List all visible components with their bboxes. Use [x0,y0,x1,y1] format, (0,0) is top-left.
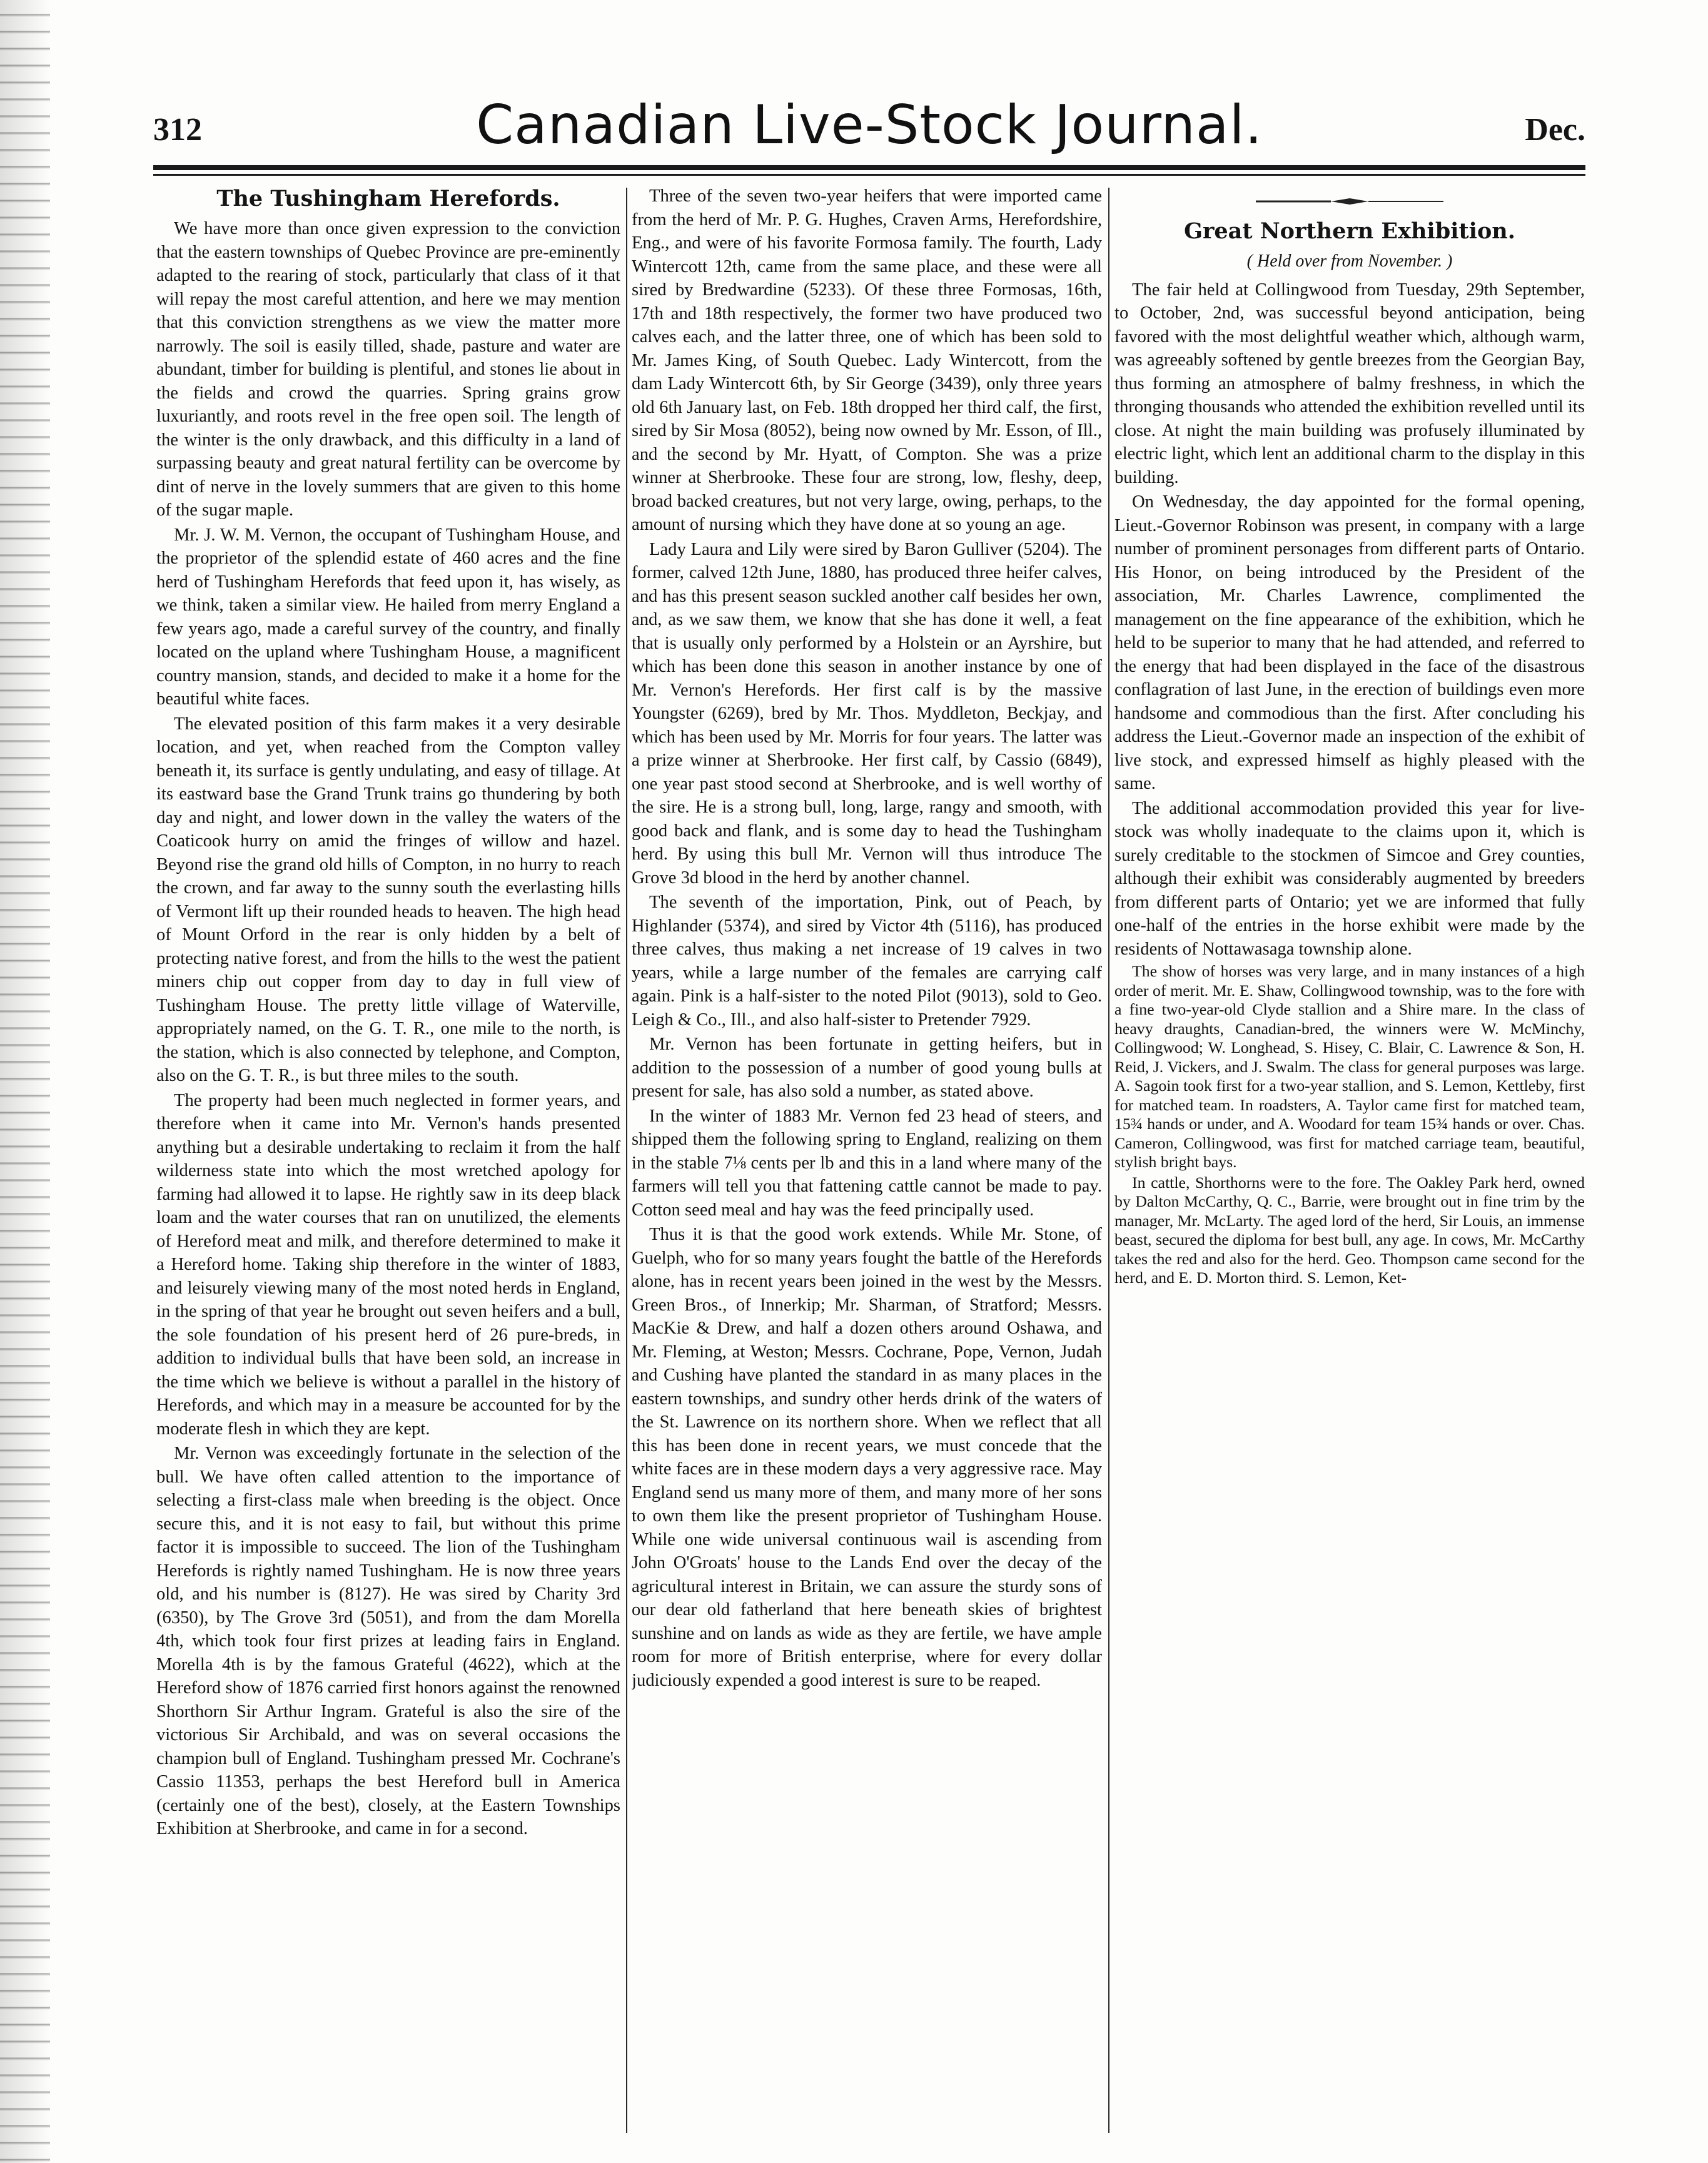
article-paragraph: The elevated position of this farm makes it a very desirable location, and yet, when reached from the Compton valley beneath it, its surface is gently undulating, and easy of tillage. At its eastward base the Grand Trunk trains go thundering by both day and night, and lower down in the valley the waters of the Coaticook hurry on amid the fringes of willow and hazel. Beyond rise the grand old hills of Compton, in no hurry to reach the crown, and far away to the sunny south the everlasting hills of Vermont lift up their rounded heads to heaven. The high head of Mount Orford in the rear is only hidden by a belt of protecting native forest, and from the hills to the west the patient miners chip out copper from day to day in full view of Tushingham House. The pretty little village of Waterville, appropriately named, on the G. T. R., one mile to the north, is the station, which is also connected by telephone, and Compton, also on the G. T. R., is but three miles to the south. [156,714,620,1085]
article-paragraph: In the winter of 1883 Mr. Vernon fed 23 head of steers, and shipped them the following spring to England, realizing on them in the stable 7⅛ cents per lb and this in a land where many of the farmers will tell you that fattening cattle cannot be made to pay. Cotton seed meal and hay was the feed principally used. [632,1106,1102,1220]
column-2 [632,185,1102,2136]
article-subtitle: ( Held over from November. ) [1246,251,1453,271]
scan-binding-edge [0,0,50,2163]
article-paragraph: Mr. Vernon has been fortunate in getting heifers, but in addition to the possession of a number of good young bulls at present for sale, has also sold a number, as stated above. [632,1035,1102,1101]
article-paragraph: The seventh of the importation, Pink, out of Peach, by Highlander (5374), and sired by Victor 4th (5116), has produced three calves, thus making a net increase of 19 calves in two years, while a large number of the females are carrying calf again. Pink is a half-sister to the noted Pilot (9013), sold to Geo. Leigh & Co., Ill., and also half-sister to Pretender 7929. [632,893,1102,1030]
column-3 [1114,185,1585,2136]
column-divider [1108,188,1109,2133]
article-paragraph: On Wednesday, the day appointed for the formal opening, Lieut.-Governor Robinson was present, in company with a large number of prominent personages from different parts of Ontario. His Honor, on being introduced by the President of the association, Mr. Charles Lawrence, complimented the management on the fine appearance of the exhibition, which he held to be superior to many that he had attended, and referred to the energy that had been displayed in the face of the disastrous conflagration of last June, in the erection of buildings even more handsome and commodious than the first. After concluding his address the Lieut.-Governor made an inspection of the exhibit of live stock, and expressed himself as highly pleased with the same. [1114,492,1585,793]
page-header [153,94,1585,163]
article-paragraph: The show of horses was very large, and in many instances of a high order of merit. Mr. E. Shaw, Collingwood township, was to the fore with a fine two-year-old Clyde stallion and a Shire mare. In the class of heavy draughts, Canadian-bred, the winners were W. McMinchy, Collingwood; W. Longhead, S. Hisey, C. Blair, C. Lawrence & Son, H. Reid, J. Vickers, and J. Swalm. The class for general purposes was large. A. Sagoin took first for a two-year stallion, and S. Lemon, Kettleby, first for matched team. In roadsters, A. Taylor came first for matched team, 15¾ hands or under, and A. Woodard for team 15¾ hands or over. Chas. Cameron, Collingwood, was first for matched carriage team, beautiful, stylish bright bays. [1114,962,1585,1171]
article-paragraph: Thus it is that the good work extends. While Mr. Stone, of Guelph, who for so many years fought the battle of the Herefords alone, has in recent years been joined in the west by the Messrs. Green Bros., of Innerkip; Mr. Sharman, of Stratford; Messrs. MacKie & Drew, and half a dozen others around Oshawa, and Mr. Fleming, at Weston; Messrs. Cochrane, Pope, Vernon, Judah and Cushing have planted the standard in as many places in the eastern townships, and sundry other herds drink of the waters of the St. Lawrence on its northern shore. When we reflect that all this has been done in recent years, we must concede that the white faces are in these modern days a very aggressive race. May England send us many more of them, and many more of her sons to own them like the present proprietor of Tushingham House. While one wide universal continuous wail is ascending from John O'Groats' house to the Lands End over the decay of the agricultural interest in Britain, we can assure the sturdy sons of our dear old fatherland that here beneath skies of brightest sunshine and on lands as wide as they are fertile, we have ample room for more of British enterprise, where for every dollar judiciously expended a good interest is sure to be reaped. [632,1225,1102,1690]
article-title-exhibition: Great Northern Exhibition. [1184,218,1515,244]
page-number: 312 [153,112,202,148]
section-divider-ornament [1256,197,1443,206]
column-divider [626,188,627,2133]
article-paragraph: We have more than once given expression to the conviction that the eastern townships of Quebec Province are pre-eminently adapted to the rearing of stock, particularly that class of it that will repay the most careful attention, and here we may mention that this conviction strengthens as we view the matter more narrowly. The soil is easily tilled, shade, pasture and water are abundant, timber for building is plentiful, and stones lie about in the fields and crowd the quarries. Spring grains grow luxuriantly, and roots revel in the free open soil. The length of the winter is the only drawback, and this difficulty in a land of surpassing beauty and great natural fertility can be overcome by dint of nerve in the lovely summers that are given to this home of the sugar maple. [156,219,620,520]
header-rule-thin [153,174,1585,176]
article-paragraph: Mr. J. W. M. Vernon, the occupant of Tushingham House, and the proprietor of the splendid estate of 460 acres and the fine herd of Tushingham Herefords that feed upon it, has wisely, as we think, taken a similar view. He hailed from merry England a few years ago, made a careful survey of the country, and finally located on the upland where Tushingham House, a magnificent country mansion, stands, and decided to make it a home for the beautiful white faces. [156,525,620,709]
article-title-tushingham: The Tushingham Herefords. [216,186,560,211]
article-paragraph: The fair held at Collingwood from Tuesday, 29th September, to October, 2nd, was successful beyond anticipation, being favored with the most delightful weather which, although warm, was agreeably softened by gentle breezes from the Georgian Bay, thus forming an atmosphere of balmy freshness, in which the thronging thousands who attended the exhibition revelled until its close. At night the main building was profusely illuminated by electric light, which lent an additional charm to the display in this building. [1114,280,1585,487]
column-1 [156,185,620,2136]
journal-title: Canadian Live-Stock Journal. [476,94,1263,156]
article-paragraph: The property had been much neglected in former years, and therefore when it came into Mr. Vernon's hands presented anything but a desirable undertaking to reclaim it from the half wilderness state into which the most wretched apology for farming had allowed it to lapse. He rightly saw in its deep black loam and the water courses that ran on unutilized, the elements of Hereford meat and milk, and therefore determined to make it a Hereford home. Taking ship therefore in the winter of 1883, and leisurely viewing many of the most noted herds in England, in the spring of that year he brought out seven heifers and a bull, the sole foundation of his present herd of 26 pure-breds, in addition to individual bulls that have been sold, an increase in the time which we believe is without a parallel in the history of Herefords, and which may in a measure be accounted for by the moderate flesh in which they are kept. [156,1090,620,1439]
article-paragraph: In cattle, Shorthorns were to the fore. The Oakley Park herd, owned by Dalton McCarthy, Q. C., Barrie, were brought out in fine trim by the manager, Mr. McLarty. The aged lord of the herd, Sir Louis, an immense beast, secured the diploma for best bull, any age. In cows, Mr. McCarthy takes the red and also for the herd. Geo. Thompson came second for the herd, and E. D. Morton third. S. Lemon, Ket- [1114,1173,1585,1287]
article-paragraph: Three of the seven two-year heifers that were imported came from the herd of Mr. P. G. Hughes, Craven Arms, Herefordshire, Eng., and were of his favorite Formosa family. The fourth, Lady Wintercott 12th, came from the same place, and these were all sired by Bredwardine (5233). Of these three Formosas, 16th, 17th and 18th respectively, the former two have produced two calves each, and the latter three, one of which has been sold to Mr. James King, of South Quebec. Lady Wintercott, from the dam Lady Wintercott 6th, by Sir George (3439), only three years old 6th January last, on Feb. 18th dropped her third calf, the first, sired by Sir Mosa (8052), being now owned by Mr. Esson, of Ill., and the second by Mr. Hyatt, of Compton. She was a prize winner at Sherbrooke. These four are strong, low, fleshy, deep, broad backed creatures, but not very large, owing, perhaps, to the amount of nursing which they have done at so young an age. [632,186,1102,534]
header-rule-thick [153,165,1585,170]
article-paragraph: The additional accommodation provided this year for live-stock was wholly inadequate to the claims upon it, which is surely creditable to the stockmen of Simcoe and Grey counties, although their exhibit was considerably augmented by breeders from different parts of Ontario; yet we are informed that fully one-half of the entries in the horse exhibit were made by the residents of Nottawasaga township alone. [1114,798,1585,959]
article-paragraph: Mr. Vernon was exceedingly fortunate in the selection of the bull. We have often called attention to the importance of selecting a first-class male when breeding is the object. Once secure this, and it is not easy to fail, but without this prime factor it is impossible to succeed. The lion of the Tushingham Herefords is rightly named Tushingham. He is now three years old, and his number is (8127). He was sired by Charity 3rd (6350), by The Grove 3rd (5051), and from the dam Morella 4th, which took four first prizes at leading fairs in England. Morella 4th is by the famous Grateful (4622), which at the Hereford show of 1876 carried first honors against the renowned Shorthorn Sir Arthur Ingram. Grateful is also the sire of the victorious Sir Archibald, and was on several occasions the champion bull of England. Tushingham pressed Mr. Cochrane's Cassio 11353, perhaps the best Hereford bull in America (certainly one of the best), closely, at the Eastern Townships Exhibition at Sherbrooke, and came in for a second. [156,1444,620,1838]
article-paragraph: Lady Laura and Lily were sired by Baron Gulliver (5204). The former, calved 12th June, 1880, has produced three heifer calves, and has this present season suckled another calf besides her own, and, as we saw them, we know that she has done it well, a feat that is usually only performed by a Holstein or an Ayrshire, but which has been done this season in another instance by one of Mr. Vernon's Herefords. Her first calf is by the massive Youngster (6269), bred by Mr. Thos. Myddleton, Beckjay, and which has been used by Mr. Morris for four years. The latter was a prize winner at Sherbrooke. Her first calf, by Cassio (6849), one year past stood second at Sherbrooke, and is well worthy of the sire. He is a strong bull, long, large, rangy and smooth, with good back and flank, and is some day to head the Tushingham herd. By using this bull Mr. Vernon will thus introduce The Grove 3d blood in the herd by another channel. [632,539,1102,888]
issue-month: Dec. [1525,112,1585,148]
